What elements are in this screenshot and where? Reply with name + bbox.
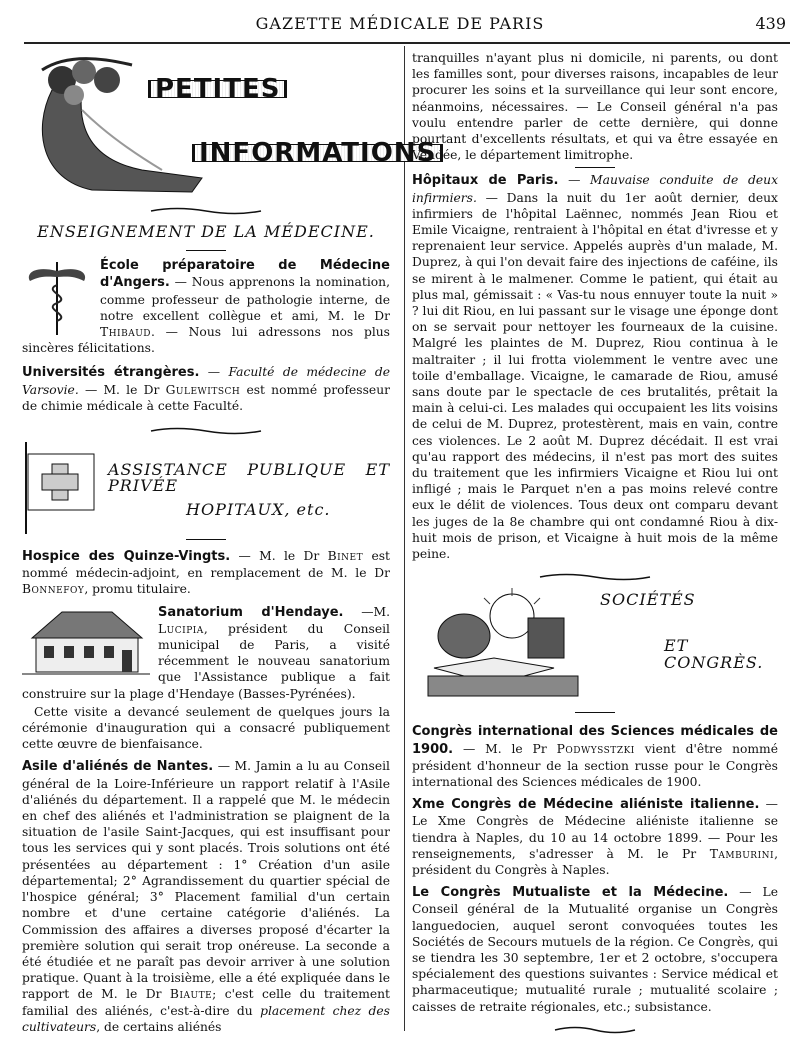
sub-mauvaise-conduite: — Mauvaise conduite de deux infirmiers. — [412, 173, 778, 205]
article-hendaye — [22, 604, 390, 753]
text-asile-2: ; c'est celle du traitement familial des aliénés, c'est-à-dire du — [22, 987, 390, 1018]
journal-title: GAZETTE MÉDICALE DE PARIS — [255, 14, 545, 33]
banner-word-petites: PETITES — [148, 80, 287, 98]
text-ecole-2: . — Nous lui adressons nos plus sincères félicitations. — [22, 325, 390, 356]
heading-congres-alieniste: Xme Congrès de Médecine aliéniste italienne. — [412, 797, 760, 813]
section-title-societes: SOCIÉTÉS — [600, 590, 696, 610]
name-lucipia: Lucipia — [158, 621, 204, 636]
short-rule — [186, 539, 226, 540]
heading-asile-nantes: Asile d'aliénés de Nantes. — [22, 759, 214, 775]
name-bonnefoy: Bonnefoy — [22, 582, 85, 597]
text-asile: — M. Jamin a lu au Conseil général de la Loire-Inférieure un rapport relatif à l'Asile d'aliénés du département. Il a rappelé que M. le médecin en chef des aliénés et l'administration se plaignent de la situation de l'asile Saint-Jacques, qui est insuffisant pour tous les services qui y sont placés. Trois solutions ont été présentées au département : 1° Création d'un asile départemental; 2° Agrandissement du quartier spécial de l'hospice général; 3° Placement familial d'un certain nombre et d'une certaine catégorie d'aliénés. La Commission des affaires a diverses proposé d'écarter la première solution qui serait trop onéreuse. La seconde a été étudiée et ne paraît pas devoir arriver à une solution pratique. Quant à la troisième, elle a été expliquée dans le rapport de M. le Dr — [22, 759, 390, 1002]
sub-varsovie: — Faculté de médecine de Varsovie. — [22, 365, 390, 397]
name-thibaud: Thibaud — [100, 325, 152, 340]
name-podwysstzki: Podwysstzki — [556, 741, 635, 756]
short-rule — [186, 250, 226, 251]
heading-universites: Universités étrangères. — [22, 365, 200, 381]
left-column — [22, 50, 437, 1037]
name-biaute: Biaute — [169, 987, 213, 1002]
cornucopia-icon — [22, 50, 212, 200]
heading-hopitaux-paris: Hôpitaux de Paris. — [412, 173, 559, 189]
running-header — [0, 0, 800, 42]
name-tamburini: Tamburini — [709, 846, 775, 861]
italic-placement: placement chez des cultivateurs — [22, 1003, 390, 1034]
text-c3: — Le Conseil général de la Mutualité organise un Congrès languedocien, auquel seront convoquées toutes les Sociétés de Secours mutuels de la région. Ce Congrès, qui se tiendra les 30 septembre, 1er et 2 octobre, s'occupera spécialement des questions suivantes : Service médical et pharmaceutique; mutualité rurale ; mutualité scolaire ; caisses de retraite régionales, etc.; subsistance. — [412, 885, 778, 1014]
page-number: 439 — [755, 14, 786, 33]
text-hendaye-3: Cette visite a devancé seulement de quelques jours la cérémonie d'inauguration qui a consacré publiquement cette œuvre de bienfaisance. — [22, 704, 390, 752]
societes-vignette — [412, 588, 778, 706]
books-and-globe-icon — [424, 588, 589, 703]
text-hendaye-2: , président du Conseil municipal de Paris, a visité récemment le nouveau sanatorium que l'Assistance publique a fait construire sur la plage d'Hendaye (Basses-Pyrénées). — [22, 621, 390, 701]
heading-congres-international: Congrès international des Sciences médicales de 1900. — [412, 724, 778, 757]
text-univ-2: est nommé professeur de chimie médicale à cette Faculté. — [22, 382, 390, 413]
text-continuation: tranquilles n'ayant plus ni domicile, ni parents, ou dont les familles sont, pour diverses raisons, incapables de leur procurer les soins et la surveillance qui leur sont encore, néanmoins, nécessaires. — Le Conseil général n'a pas voulu entendre parler de cette dernière, qui donne pourtant d'excellents résultats, et qui va être essayée en Vendée, le département limitrophe. — [412, 51, 778, 163]
text-c1-2: vient d'être nommé président d'honneur de la section russe pour le Congrès international des Sciences médicales de 1900. — [412, 741, 778, 789]
flourish-ornament — [146, 206, 266, 216]
sanatorium-building-icon — [22, 604, 150, 680]
name-gulewitsch: Gulewitsch — [165, 382, 241, 397]
text-c2-2: , président du Congrès à Naples. — [412, 846, 778, 877]
header-rule — [24, 42, 790, 44]
column-divider — [404, 46, 405, 1031]
caduceus-icon — [22, 257, 92, 337]
heading-ecole-angers: École préparatoire de Médecine d'Angers. — [100, 258, 390, 291]
heading-quinze-vingts: Hospice des Quinze-Vingts. — [22, 549, 231, 565]
assistance-vignette — [22, 442, 390, 537]
text-quinze-3: , promu titulaire. — [84, 582, 191, 597]
text-c2: — Le Xme Congrès de Médecine aliéniste italienne se tiendra à Naples, du 10 au 14 octobre 1899. — Pour les renseignements, s'adresser à M. le Pr — [412, 797, 778, 861]
text-ecole: — Nous apprenons la nomination, comme professeur de pathologie interne, de notre excellent collègue et ami, M. le Dr — [100, 275, 390, 323]
text-univ: — M. le Dr — [78, 382, 166, 397]
section-title-enseignement: ENSEIGNEMENT DE LA MÉDECINE. — [37, 222, 375, 241]
text-quinze-2: est nommé médecin-adjoint, en remplacement de M. le Dr — [22, 549, 390, 581]
heading-hendaye: Sanatorium d'Hendaye. — [158, 604, 344, 620]
text-hopitaux: — Dans la nuit du 1er août dernier, deux infirmiers de l'hôpital Laënnec, nommés Jean Riou et Emile Vicaigne, rentraient à l'hôpital en état d'ivresse et y reprenaient leur service. Appelés auprès d'un malade, M. Duprez, à qui l'on devait faire des injections de caféine, ils se mirent à le malmener. Comme le patient, qui était au plus mal, gémissait : « Vas-tu nous ennuyer toute la nuit » ? lui dit Riou, en lui passant sur le visage une éponge dont on se servait pour nettoyer les fourneaux de la cuisine. Malgré les plaintes de M. Duprez, Riou continua à le maltraiter ; il lui frotta violemment le ventre avec une toile d'emballage. Vicaigne, le camarade de Riou, amusé sans doute par le spectacle de ces brutalités, prêtait la main à celui-ci. Les malades qui occupaient les lits voisins de celui de M. Duprez, protestèrent, mais en vain, contre ces violences. Le 2 août M. Duprez décédait. Il est vrai qu'au rapport des médecins, il n'est pas mort des suites du traitement que les infirmiers Vicaigne et Riou lui ont infligé ; mais le Parquet n'en a pas moins relevé contre eux le délit de violences. Tous deux ont comparu devant les juges de la 8e chambre qui ont condamné Riou à dix-huit mois de prison, et Vicaigne à huit mois de la même peine. — [412, 190, 778, 562]
text-hendaye: —M. — [343, 604, 390, 619]
section-title-assistance: ASSISTANCE PUBLIQUE ET PRIVÉE — [108, 460, 390, 496]
text-asile-3: , de certains aliénés — [96, 1019, 222, 1034]
flourish-ornament — [535, 572, 655, 582]
heading-congres-mutualiste: Le Congrès Mutualiste et la Médecine. — [412, 885, 729, 901]
section-title-hopitaux: HOPITAUX, etc. — [186, 500, 331, 520]
name-binet: Binet — [327, 549, 364, 564]
section-title-congres: ET CONGRÈS. — [664, 636, 764, 672]
text-quinze: — M. le Dr — [230, 549, 328, 564]
flourish-ornament — [550, 1025, 640, 1035]
short-rule — [575, 712, 615, 713]
banner-word-informations: INFORMATIONS — [192, 144, 443, 162]
right-column — [412, 50, 778, 1041]
article-ecole-angers — [22, 257, 390, 356]
text-c1: — M. le Pr — [453, 741, 557, 756]
red-cross-flag-icon — [22, 442, 102, 534]
petites-informations-vignette — [22, 50, 437, 200]
flourish-ornament — [146, 426, 266, 436]
short-rule — [575, 167, 615, 168]
